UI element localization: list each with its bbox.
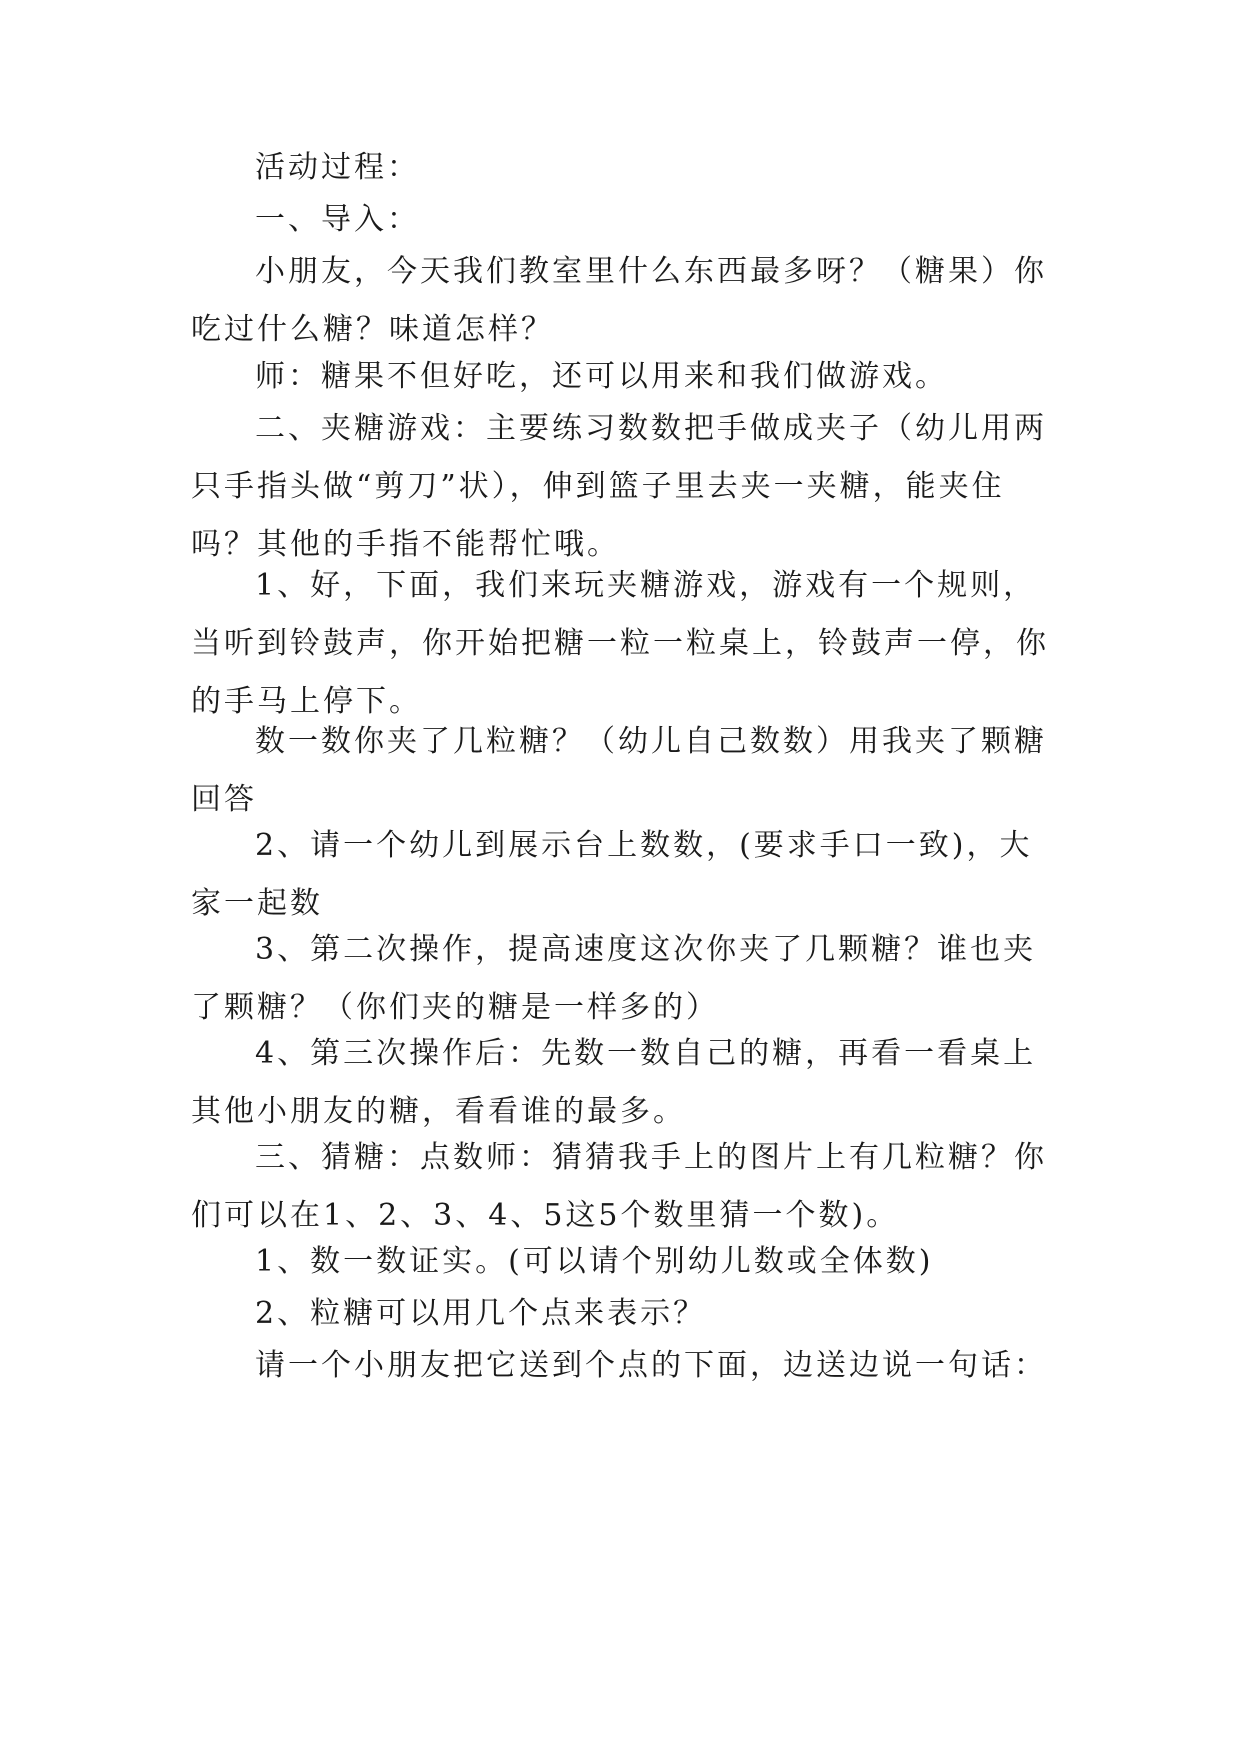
paragraph-step-2: 2、请一个幼儿到展示台上数数，(要求手口一致)，大家一起数 bbox=[191, 828, 1033, 921]
paragraph-count-question: 数一数你夹了几粒糖？（幼儿自己数数）用我夹了颗糖回答 bbox=[191, 724, 1047, 817]
paragraph-step-1: 1、好，下面，我们来玩夹糖游戏，游戏有一个规则，当听到铃鼓声，你开始把糖一粒一粒桌上，铃鼓声一停，你的手马上停下。 bbox=[191, 568, 1049, 719]
paragraph-dots: 2、粒糖可以用几个点来表示？ bbox=[255, 1296, 707, 1331]
paragraph-guess-candy: 三、猜糖：点数师：猜猜我手上的图片上有几粒糖？你们可以在1、2、3、4、5这5个数里猜一个数)。 bbox=[191, 1140, 1047, 1233]
paragraph-clip-game: 二、夹糖游戏：主要练习数数把手做成夹子（幼儿用两只手指头做“剪刀”状），伸到篮子里去夹一夹糖，能夹住吗？其他的手指不能帮忙哦。 bbox=[191, 411, 1047, 562]
paragraph-heading-intro: 一、导入： bbox=[255, 202, 420, 237]
paragraph-step-3: 3、第二次操作，提高速度这次你夹了几颗糖？谁也夹了颗糖？（你们夹的糖是一样多的） bbox=[191, 932, 1037, 1025]
paragraph-step-4: 4、第三次操作后：先数一数自己的糖，再看一看桌上其他小朋友的糖，看看谁的最多。 bbox=[191, 1036, 1037, 1129]
paragraph-heading-process: 活动过程： bbox=[255, 150, 420, 185]
paragraph-teacher-line: 师：糖果不但好吃，还可以用来和我们做游戏。 bbox=[255, 359, 948, 394]
paragraph-send-candy: 请一个小朋友把它送到个点的下面，边送边说一句话： bbox=[255, 1348, 1047, 1383]
paragraph-verify: 1、数一数证实。(可以请个别幼儿数或全体数) bbox=[255, 1244, 934, 1279]
paragraph-intro-question: 小朋友，今天我们教室里什么东西最多呀？（糖果）你吃过什么糖？味道怎样？ bbox=[191, 254, 1047, 347]
